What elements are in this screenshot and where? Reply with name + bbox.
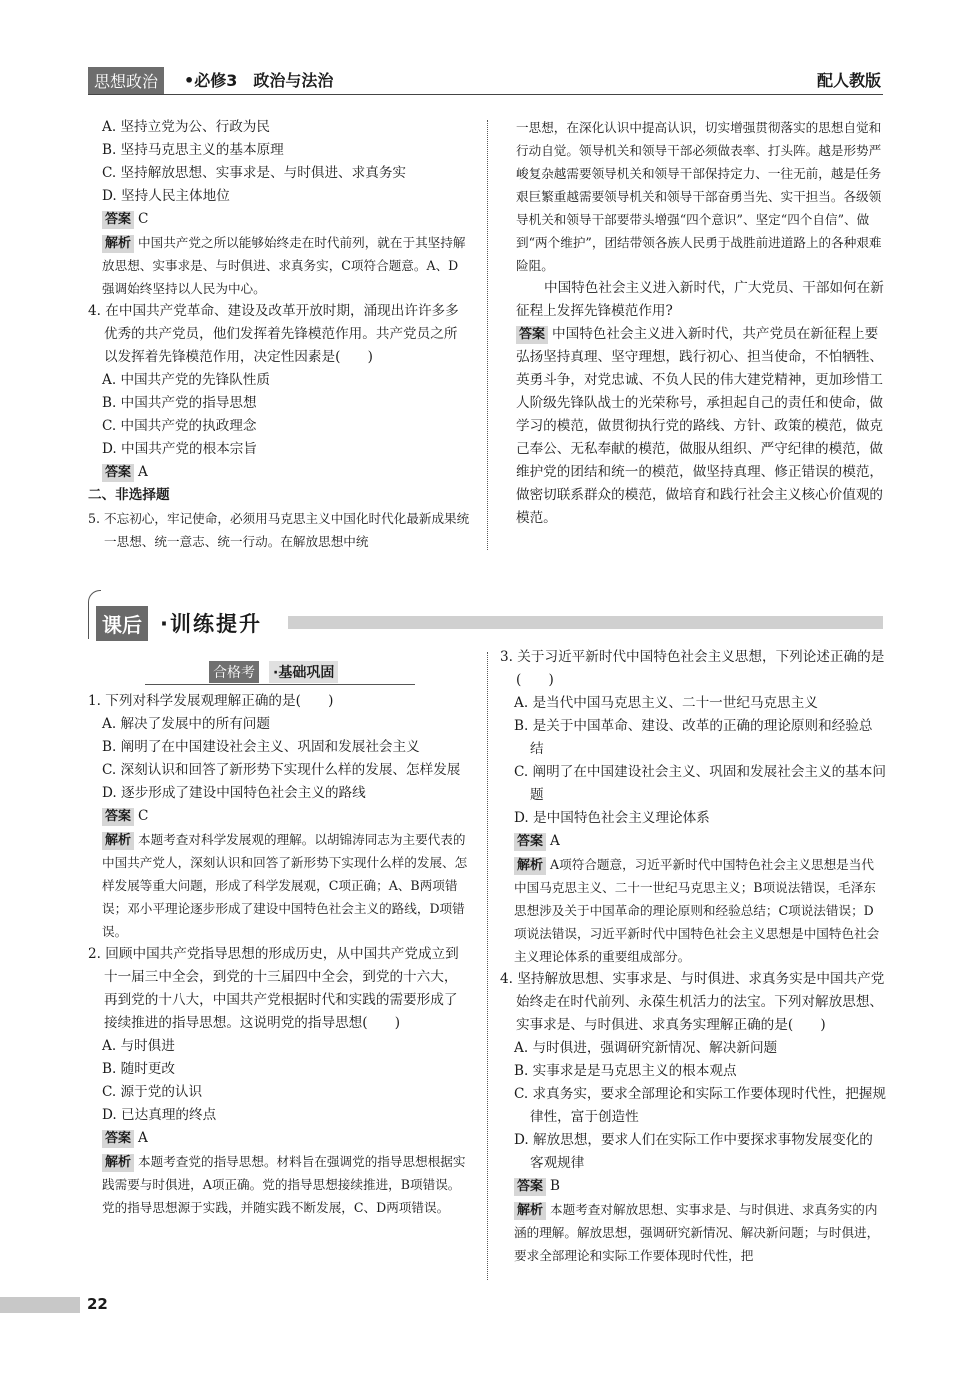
answer-value: A	[138, 464, 148, 480]
subject-label: 思想政治	[88, 67, 164, 94]
option-c: C. 坚持解放思想、实事求是、与时俱进、求真务实	[102, 165, 407, 181]
answer-tag: 答案	[102, 808, 134, 826]
q4-option-c: C. 中国共产党的执政理念	[102, 418, 257, 434]
bottom-right-column	[500, 646, 886, 1267]
question-4: 4. 在中国共产党革命、建设及改革开放时期，涌现出许许多多优秀的共产党员，他们发挥着先锋模范作用。共产党员之所以发挥着先锋模范作用，决定性因素是( )	[88, 303, 459, 365]
book-title: •必修3 政治与法治	[184, 71, 334, 90]
q2-explanation	[88, 1150, 470, 1219]
explanation-text: 中国共产党之所以能够始终走在时代前列，就在于其坚持解放思想、实事求是、与时俱进、求真务实，C项符合题意。A、D强调始终坚持以人民为中心。	[102, 235, 466, 296]
q3-answer-line	[500, 830, 886, 853]
banner-bar	[288, 616, 883, 629]
option-d: D. 坚持人民主体地位	[102, 188, 230, 204]
q2-option-d: D. 已达真理的终点	[102, 1107, 217, 1123]
q4r-answer-line	[500, 1175, 886, 1198]
level-title: ·基础巩固	[269, 661, 338, 683]
q5-answer	[516, 323, 886, 530]
explanation-text: 本题考查对解放思想、实事求是、与时俱进、求真务实的内涵的理解。解放思想，强调研究新情况、解决新问题；与时俱进，要求全部理论和实际工作要体现时代性，把	[514, 1202, 880, 1263]
explanation-tag: 解析	[514, 857, 546, 875]
section-banner	[88, 590, 883, 638]
question-5: 5. 不忘初心，牢记使命，必须用马克思主义中国化时代化最新成果统一思想、统一意志、统一行动。在解放思想中统	[88, 511, 470, 549]
explanation-tag: 解析	[102, 832, 134, 850]
q4r-option-c: C. 求真务实，要求全部理论和实际工作要体现时代性，把握规律性，富于创造性	[514, 1086, 886, 1125]
edition-label: 配人教版	[816, 71, 881, 90]
q1-explanation	[88, 828, 470, 943]
q1-answer-line	[88, 805, 470, 828]
answer-tag: 答案	[516, 326, 548, 344]
subsection-header	[145, 658, 415, 685]
q4r-option-b: B. 实事求是是马克思主义的根本观点	[514, 1063, 737, 1079]
section-heading: 二、非选择题	[88, 487, 170, 503]
q2-option-c: C. 源于党的认识	[102, 1084, 203, 1100]
q4-option-b: B. 中国共产党的指导思想	[102, 395, 257, 411]
answer-value: C	[138, 211, 149, 227]
q4-answer-line	[88, 461, 470, 484]
q2-option-a: A. 与时俱进	[102, 1038, 175, 1054]
explanation-tag: 解析	[102, 1154, 134, 1172]
q3-option-d: D. 是中国特色社会主义理论体系	[514, 810, 710, 826]
q3-option-c: C. 阐明了在中国建设社会主义、巩固和发展社会主义的基本问题	[514, 764, 886, 803]
question-4-right: 4. 坚持解放思想、实事求是、与时俱进、求真务实是中国共产党始终走在时代前列、永葆生机活力的法宝。下列对解放思想、实事求是、与时俱进、求真务实理解正确的是( )	[500, 971, 885, 1033]
q1-option-b: B. 阐明了在中国建设社会主义、巩固和发展社会主义	[102, 739, 420, 755]
answer-tag: 答案	[514, 833, 546, 851]
answer-tag: 答案	[514, 1178, 546, 1196]
explanation-text: 本题考查对科学发展观的理解。以胡锦涛同志为主要代表的中国共产党人，深刻认识和回答了新形势下实现什么样的发展、怎样发展等重大问题，形成了科学发展观，C项正确；A、B两项错误；邓小平理论逐步形成了建设中国特色社会主义的路线，D项错误。	[102, 832, 468, 939]
q2-answer-line	[88, 1127, 470, 1150]
q4-option-d: D. 中国共产党的根本宗旨	[102, 441, 257, 457]
column-divider-bottom	[487, 652, 488, 1280]
explanation-text: 本题考查党的指导思想。材料旨在强调党的指导思想根据实践需要与时俱进，A项正确。党的指导思想接续推进，B项错误。党的指导思想源于实践，并随实践不断发展，C、D两项错误。	[102, 1154, 466, 1215]
q4-option-a: A. 中国共产党的先锋队性质	[102, 372, 270, 388]
level-badge: 合格考	[209, 661, 259, 683]
q5-question: 中国特色社会主义进入新时代，广大党员、干部如何在新征程上发挥先锋模范作用?	[516, 280, 884, 319]
q1-option-c: C. 深刻认识和回答了新形势下实现什么样的发展、怎样发展	[102, 762, 461, 778]
top-left-column	[88, 116, 470, 553]
answer-line	[88, 208, 470, 231]
q1-option-d: D. 逐步形成了建设中国特色社会主义的路线	[102, 785, 366, 801]
question-1: 1. 下列对科学发展观理解正确的是( )	[88, 693, 334, 709]
q2-option-b: B. 随时更改	[102, 1061, 176, 1077]
q3-option-b: B. 是关于中国革命、建设、改革的正确的理论原则和经验总结	[514, 718, 873, 757]
q4r-option-d: D. 解放思想，要求人们在实际工作中要探求事物发展变化的客观规律	[514, 1132, 873, 1171]
q3-option-a: A. 是当代中国马克思主义、二十一世纪马克思主义	[514, 695, 818, 711]
q5-material-continued: 一思想，在深化认识中提高认识，切实增强贯彻落实的思想自觉和行动自觉。领导机关和领导干部必须做表率、打头阵。越是形势严峻复杂越需要领导机关和领导干部保持定力、一往无前，越是任务艰巨繁重越需要领导机关和领导干部奋勇当先、实干担当。各级领导机关和领导干部要带头增强“四个意识”、坚定“四个自信”、做到“两个维护”，团结带领各族人民勇于战胜前进道路上的各种艰难险阻。	[516, 120, 882, 273]
page-number: 22	[87, 1295, 108, 1313]
banner-title: ·训练提升	[160, 612, 262, 636]
banner-box: 课后	[96, 606, 148, 641]
column-divider-top	[487, 120, 488, 550]
answer-value: A	[550, 833, 560, 849]
answer-value: B	[550, 1178, 561, 1194]
question-3: 3. 关于习近平新时代中国特色社会主义思想，下列论述正确的是( )	[500, 649, 885, 688]
explanation-text: A项符合题意，习近平新时代中国特色社会主义思想是当代中国马克思主义、二十一世纪马克思主义；B项说法错误，毛泽东思想涉及关于中国革命的理论原则和经验总结；C项说法错误；D项说法错误，习近平新时代中国特色社会主义思想是中国特色社会主义理论体系的重要组成部分。	[514, 857, 880, 964]
q4r-option-a: A. 与时俱进，强调研究新情况、解决新问题	[514, 1040, 778, 1056]
page-header	[88, 64, 883, 95]
q1-option-a: A. 解决了发展中的所有问题	[102, 716, 270, 732]
option-a: A. 坚持立党为公、行政为民	[102, 119, 270, 135]
explanation-tag: 解析	[514, 1202, 546, 1220]
answer-value: C	[138, 808, 149, 824]
footer-bar	[0, 1297, 80, 1313]
answer-value: A	[138, 1130, 148, 1146]
question-2: 2. 回顾中国共产党指导思想的形成历史，从中国共产党成立到十一届三中全会，到党的十三届四中全会，到党的十六大，再到党的十八大，中国共产党根据时代和实践的需要形成了接续推进的指导思想。这说明党的指导思想( )	[88, 946, 459, 1031]
explanation	[88, 231, 470, 300]
option-b: B. 坚持马克思主义的基本原理	[102, 142, 284, 158]
answer-tag: 答案	[102, 211, 134, 229]
answer-text: 中国特色社会主义进入新时代，共产党员在新征程上要弘扬坚持真理、坚守理想，践行初心、担当使命，不怕牺牲、英勇斗争，对党忠诚、不负人民的伟大建党精神，更加珍惜工人阶级先锋队战士的光荣称号，承担起自己的责任和使命，做学习的模范，做贯彻执行党的路线、方针、政策的模范，做克己奉公、无私奉献的模范，做服从组织、严守纪律的模范，做维护党的团结和统一的模范，做坚持真理、修正错误的模范，做密切联系群众的模范，做培育和践行社会主义核心价值观的模范。	[516, 326, 884, 526]
q3-explanation	[500, 853, 886, 968]
answer-tag: 答案	[102, 1130, 134, 1148]
explanation-tag: 解析	[102, 235, 134, 253]
top-right-column	[516, 116, 886, 530]
answer-tag: 答案	[102, 464, 134, 482]
q4r-explanation	[500, 1198, 886, 1267]
bottom-left-column	[88, 690, 470, 1219]
